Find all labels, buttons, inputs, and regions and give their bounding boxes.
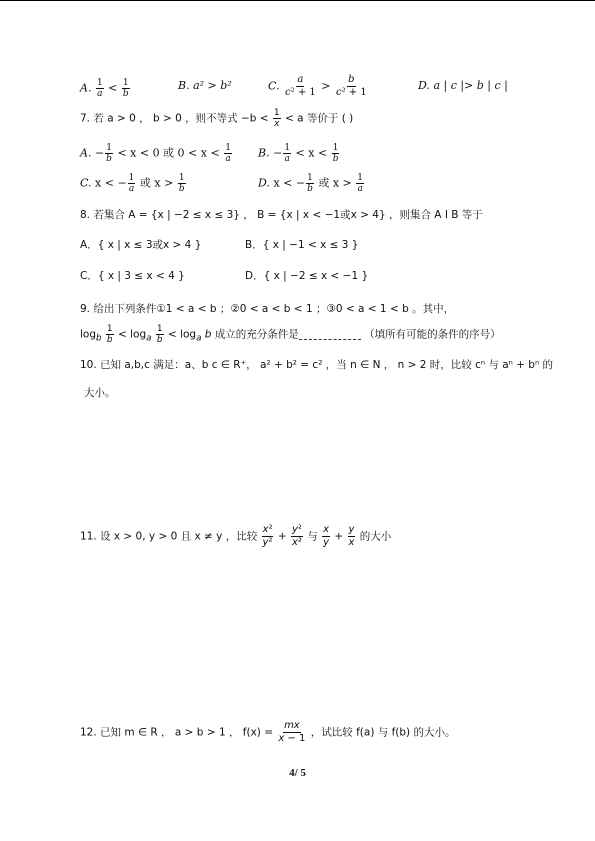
option-label: A. — [80, 81, 92, 95]
q10-stem-line2: 大小。 — [84, 387, 116, 399]
q7-option-a: A. − $\frac{1}{b}$ < x < 0 或 0 < x < $\frac{1}{a}$ — [80, 143, 231, 164]
q11-stem: 11. 设 x > 0, y > 0 且 x ≠ y ，比较 $\frac{\text{x²}}{\text{y²}}$ + $\frac{\text{y²}}{\text{x²}}$ 与 $\frac{x}{y}$ + $\frac{y}{x}$ 的大小 — [80, 524, 392, 548]
option-label: A. — [80, 146, 92, 160]
option-expr: < x < 0 或 0 < x < — [117, 146, 220, 160]
page-number: 4/ 5 — [289, 767, 306, 779]
q6-option-b — [178, 78, 232, 94]
option-label: D. — [418, 79, 430, 92]
q8-option-c: C．{ x | 3 ≤ x < 4 } — [80, 270, 185, 282]
q12-pre: 12. 已知 m ∈ R ， a > b > 1 ， f(x) = — [80, 726, 274, 739]
q12-stem: 12. 已知 m ∈ R ， a > b > 1 ， f(x) = $\frac{mx}{x - 1}$ ，试比较 f(a) 与 f(b) 的大小。 — [80, 720, 456, 744]
q7-option-d: D. x < − $\frac{1}{b}$ 或 x > $\frac{1}{a}$ — [258, 173, 363, 194]
q7-option-b: B. − $\frac{1}{a}$ < x < $\frac{1}{b}$ — [258, 143, 339, 164]
top-rule — [0, 0, 595, 1]
q8-option-b: B．{ x | −1 < x ≤ 3 } — [245, 239, 359, 251]
option-expr: < x < — [295, 146, 328, 160]
q11-mid: 与 — [307, 530, 318, 543]
q9-stem-line2: $\log_b$ $\frac{1}{b}$ < $\log_a$ $\frac{1}{b}$ < $\log_a b$ 成立的充分条件是 （填所有可能的条件的序号） — [80, 324, 501, 345]
option-label: C. — [80, 176, 92, 190]
q7-option-c: C. x < − $\frac{1}{a}$ 或 x > $\frac{1}{b}$ — [80, 173, 185, 194]
option-label: B. — [258, 146, 270, 160]
option-expr: x < − — [95, 176, 127, 190]
q12-post: ，试比较 f(a) 与 f(b) 的大小。 — [310, 726, 456, 739]
option-label: D. — [258, 176, 270, 190]
option-expr: 或 x > — [139, 176, 174, 190]
answer-blank[interactable] — [299, 329, 361, 340]
option-expr: a | c |> b | c | — [433, 79, 508, 92]
q8-option-a: A．{ x | x ≤ 3或x > 4 } — [80, 239, 202, 251]
q7-stem-pre: 7. 若 a > 0 ， b > 0 ，则不等式 −b < — [80, 112, 269, 125]
option-label: C. — [268, 79, 280, 93]
option-expr: a² > b² — [193, 79, 232, 92]
option-expr: 或 x > — [318, 176, 352, 190]
option-expr: x < − — [273, 176, 306, 190]
q7-stem-post: < a 等价于 ( ) — [284, 112, 354, 125]
q6-option-c: C. $\frac{a}{\text{c² + 1}}$ > $\frac{b}{\text{c² + 1}}$ — [268, 74, 367, 98]
log-text: log — [80, 328, 97, 341]
q8-stem: 8. 若集合 A = {x | −2 ≤ x ≤ 3} ， B = {x | x < −1或x > 4} ，则集合 A I B 等于 — [80, 209, 483, 221]
q10-stem-line1: 10. 已知 a,b,c 满足：a、b c ∈ R⁺， a² + b² = c² ，当 n ∈ N ， n > 2 时，比较 cⁿ 与 aⁿ + bⁿ 的 — [80, 359, 553, 371]
q6-option-a: A. $\frac{1}{a}$ < $\frac{1}{b}$ — [80, 78, 129, 99]
q9-cond-tail: 成立的充分条件是 — [214, 328, 299, 341]
q9-hint: （填所有可能的条件的序号） — [364, 328, 501, 341]
q6-option-d — [418, 78, 508, 94]
q8-option-d: D．{ x | −2 ≤ x < −1 } — [245, 270, 369, 282]
q11-pre: 11. 设 x > 0, y > 0 且 x ≠ y ，比较 — [80, 530, 258, 543]
q11-post: 的大小 — [359, 530, 392, 543]
q7-stem: 7. 若 a > 0 ， b > 0 ，则不等式 −b < $\frac{1}{x}$ < a 等价于 ( ) — [80, 108, 354, 129]
option-label: B. — [178, 79, 190, 92]
q9-stem-line1: 9. 给出下列条件①1 < a < b ；②0 < a < b < 1 ；③0 < a < 1 < b 。其中， — [80, 303, 455, 315]
